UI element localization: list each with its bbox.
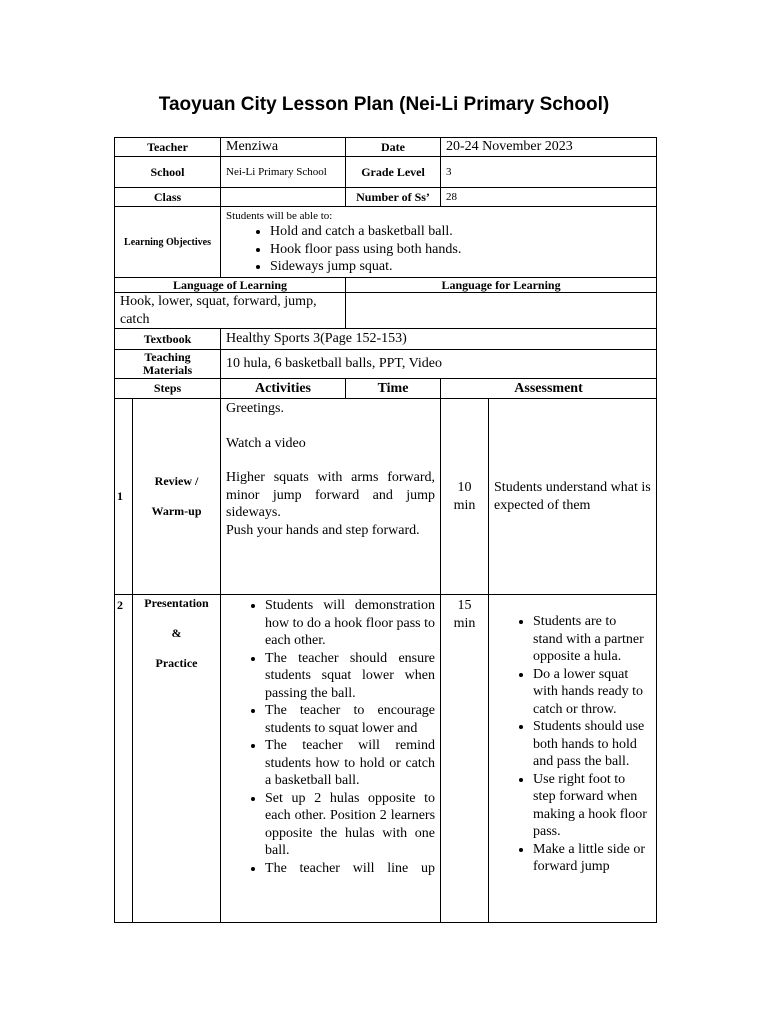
table-row <box>115 399 657 595</box>
date-label: Date <box>346 138 441 157</box>
step-name <box>133 399 221 595</box>
list-item: • Set up 2 hulas opposite to each other. Position 2 learners opposite the hulas with one ball. <box>265 790 435 860</box>
materials-value: 10 hula, 6 basketball balls, PPT, Video <box>221 350 657 379</box>
step-number: 2 <box>115 595 133 923</box>
step-time <box>441 399 489 595</box>
list-item: • The teacher should ensure students squat lower when passing the ball. <box>265 650 435 703</box>
textbook-label: Textbook <box>115 329 221 350</box>
step-activities <box>221 399 441 595</box>
school-label: School <box>115 157 221 188</box>
assessment-list <box>489 613 648 876</box>
activity-text: Greetings. <box>226 401 284 416</box>
language-for-learning-value <box>346 293 657 329</box>
materials-label: Teaching Materials <box>115 350 221 379</box>
list-item: • Students will demonstration how to do a hook floor pass to each other. <box>265 597 435 650</box>
school-value: Nei-Li Primary School <box>221 157 346 188</box>
step-assessment <box>489 595 657 923</box>
time-unit: min <box>453 615 476 631</box>
class-label: Class <box>115 188 221 207</box>
lesson-plan-table <box>114 137 657 923</box>
date-value: 20-24 November 2023 <box>441 138 657 157</box>
step-activities <box>221 595 441 923</box>
language-of-learning-value: Hook, lower, squat, forward, jump, catch <box>115 293 346 329</box>
list-item: • Do a lower squat with hands ready to catch or throw. <box>533 666 648 719</box>
activities-header: Activities <box>221 379 346 399</box>
time-header: Time <box>346 379 441 399</box>
step-time <box>441 595 489 923</box>
list-item: • Make a little side or forward jump <box>533 841 648 876</box>
objectives-cell <box>221 207 657 278</box>
language-for-learning-label: Language for Learning <box>346 278 657 293</box>
step-name-line: Review / <box>154 474 199 488</box>
number-label: Number of Ss’ <box>346 188 441 207</box>
step-name <box>133 595 221 923</box>
time-value: 15 <box>457 598 472 613</box>
list-item: • The teacher will remind students how to hold or catch a basketball ball. <box>265 737 435 790</box>
time-value: 10 <box>457 480 472 495</box>
step-assessment: Students understand what is expected of them <box>489 399 657 595</box>
step-name-line: & <box>171 626 182 640</box>
list-item: • Hold and catch a basketball ball. <box>270 223 651 241</box>
table-row <box>115 595 657 923</box>
class-value <box>221 188 346 207</box>
objectives-list <box>226 223 651 276</box>
grade-value: 3 <box>441 157 657 188</box>
teacher-value: Menziwa <box>221 138 346 157</box>
activities-list <box>221 597 435 877</box>
list-item: • The teacher will line up <box>265 860 435 878</box>
step-name-line: Presentation <box>144 596 209 610</box>
step-number: 1 <box>115 399 133 595</box>
activity-text: Push your hands and step forward. <box>226 522 420 538</box>
list-item: • Sideways jump squat. <box>270 258 651 276</box>
step-name-line: Warm-up <box>151 504 202 518</box>
grade-label: Grade Level <box>346 157 441 188</box>
step-name-line: Practice <box>155 656 198 670</box>
list-item: • Use right foot to step forward when making a hook floor pass. <box>533 771 648 841</box>
activity-text: Watch a video <box>226 435 306 451</box>
number-value: 28 <box>441 188 657 207</box>
textbook-value: Healthy Sports 3(Page 152-153) <box>221 329 657 350</box>
list-item: • Students are to stand with a partner opposite a hula. <box>533 613 648 666</box>
teacher-label: Teacher <box>115 138 221 157</box>
time-unit: min <box>453 497 476 513</box>
list-item: • The teacher to encourage students to squat lower and <box>265 702 435 737</box>
objectives-intro: Students will be able to: <box>226 210 333 222</box>
list-item: • Hook floor pass using both hands. <box>270 241 651 259</box>
list-item: • Students should use both hands to hold and pass the ball. <box>533 718 648 771</box>
language-of-learning-label: Language of Learning <box>115 278 346 293</box>
assessment-header: Assessment <box>441 379 657 399</box>
steps-header: Steps <box>115 379 221 399</box>
objectives-label: Learning Objectives <box>115 207 221 278</box>
activity-text: Higher squats with arms forward, minor jump forward and jump sideways. <box>226 470 436 520</box>
page-title: Taoyuan City Lesson Plan (Nei-Li Primary School) <box>158 94 610 115</box>
